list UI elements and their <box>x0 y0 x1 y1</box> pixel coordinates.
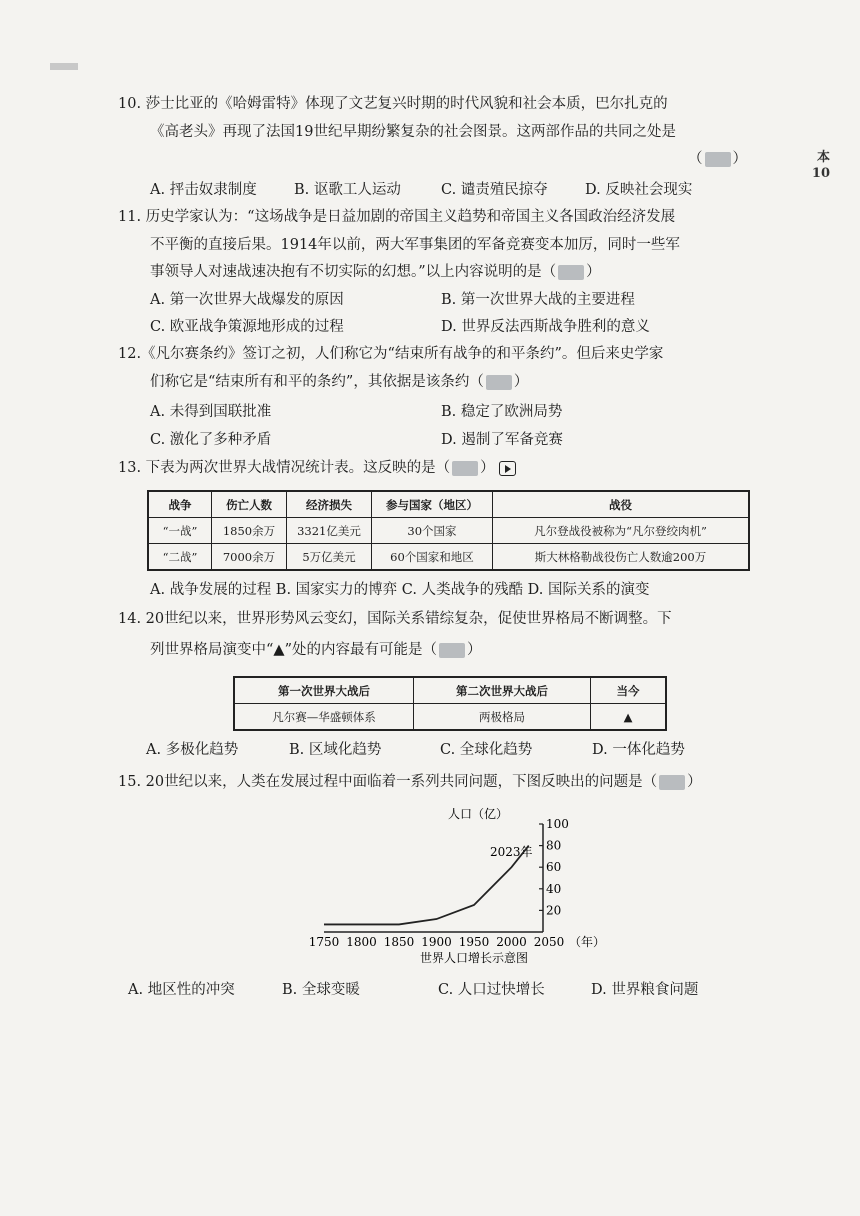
q10-answer: （ ） <box>688 151 747 167</box>
table-header: 战争 <box>148 491 212 518</box>
q15-option-c[interactable]: C. 人口过快增长 <box>438 982 545 998</box>
table-cell: 凡尔赛—华盛顿体系 <box>234 704 414 731</box>
q12-option-c[interactable]: C. 激化了多种矛盾 <box>150 432 272 448</box>
q11-option-a[interactable]: A. 第一次世界大战爆发的原因 <box>150 292 344 308</box>
table-header: 第一次世界大战后 <box>234 677 414 704</box>
x-tick-label: 1950 <box>458 935 490 949</box>
x-tick-label: 2050 <box>533 935 565 949</box>
table-cell: “一战” <box>148 518 212 544</box>
x-tick-label: 1850 <box>383 935 415 949</box>
q12-option-a[interactable]: A. 未得到国联批准 <box>150 404 272 420</box>
q14-option-d[interactable]: D. 一体化趋势 <box>592 742 685 758</box>
q11-option-c[interactable]: C. 欧亚战争策源地形成的过程 <box>150 319 344 335</box>
q15-option-b[interactable]: B. 全球变暖 <box>282 982 360 998</box>
table-header: 第二次世界大战后 <box>414 677 591 704</box>
table-cell: 7000余万 <box>212 544 287 571</box>
table-cell: ▲ <box>591 704 667 731</box>
y-tick-label: 60 <box>546 860 562 875</box>
y-tick-label: 80 <box>546 838 562 853</box>
q12-option-d[interactable]: D. 遏制了军备竞赛 <box>441 432 563 448</box>
q10-line2: 《高老头》再现了法国19世纪早期纷繁复杂的社会图景。这两部作品的共同之处是 <box>150 124 676 140</box>
q11-line1: 11. 历史学家认为：“这场战争是日益加剧的帝国主义趋势和帝国主义各国政治经济发展 <box>118 209 676 225</box>
q14-option-b[interactable]: B. 区域化趋势 <box>289 742 382 758</box>
q10-option-c[interactable]: C. 谴责殖民掠夺 <box>441 182 548 198</box>
q14-line1: 14. 20世纪以来，世界形势风云变幻，国际关系错综复杂，促使世界格局不断调整。下 <box>118 611 672 627</box>
q10-line1: 10. 莎士比亚的《哈姆雷特》体现了文艺复兴时期的时代风貌和社会本质，巴尔扎克的 <box>118 96 668 112</box>
y-tick-label: 100 <box>546 817 569 831</box>
table-cell: 凡尔登战役被称为“凡尔登绞肉机” <box>493 518 750 544</box>
x-axis-label: （年） <box>569 935 606 949</box>
table-cell: 5万亿美元 <box>287 544 372 571</box>
annotation-2023: 2023年 <box>490 845 533 859</box>
table-header: 伤亡人数 <box>212 491 287 518</box>
q11-option-d[interactable]: D. 世界反法西斯战争胜利的意义 <box>441 319 650 335</box>
x-tick-label: 1750 <box>308 935 340 949</box>
chart-title: 世界人口增长示意图 <box>420 951 529 965</box>
table-cell: 3321亿美元 <box>287 518 372 544</box>
q14-line2: 列世界格局演变中“▲”处的内容最有可能是（ ） <box>150 642 482 658</box>
table-header-row <box>234 677 666 704</box>
edge-char-1: 本 <box>816 150 830 165</box>
table-cell: 斯大林格勒战役伤亡人数逾200万 <box>493 544 750 571</box>
world-pattern-table <box>233 676 667 731</box>
x-tick-label: 2000 <box>496 935 527 949</box>
answer-box[interactable] <box>452 461 478 476</box>
table-cell: “二战” <box>148 544 212 571</box>
q10-option-b[interactable]: B. 讴歌工人运动 <box>294 182 401 198</box>
answer-box[interactable] <box>659 775 685 790</box>
table-cell: 60个国家和地区 <box>372 544 493 571</box>
q14-option-c[interactable]: C. 全球化趋势 <box>440 742 533 758</box>
q13-line1: 13. 下表为两次世界大战情况统计表。这反映的是（ ） <box>118 458 516 478</box>
war-statistics-table <box>147 490 750 571</box>
q15-line1: 15. 20世纪以来，人类在发展过程中面临着一系列共同问题，下图反映出的问题是（ ） <box>118 774 702 790</box>
q15-option-a[interactable]: A. 地区性的冲突 <box>128 982 235 998</box>
q13-options[interactable]: A. 战争发展的过程 B. 国家实力的博弈 C. 人类战争的残酷 D. 国际关系的演变 <box>150 582 650 598</box>
table-row <box>148 544 749 571</box>
q15-option-d[interactable]: D. 世界粮食问题 <box>591 982 699 998</box>
population-chart <box>300 798 610 968</box>
q12-line2: 们称它是“结束所有和平的条约”，其依据是该条约（ ） <box>150 374 529 390</box>
answer-box[interactable] <box>558 265 584 280</box>
y-axis-label: 人口（亿） <box>447 807 508 821</box>
x-tick-label: 1800 <box>346 935 377 949</box>
table-header-row <box>148 491 749 518</box>
q11-line2: 不平衡的直接后果。1914年以前，两大军事集团的军备竞赛变本加厉，同时一些军 <box>150 237 680 253</box>
scan-mark <box>50 63 78 70</box>
q14-option-a[interactable]: A. 多极化趋势 <box>146 742 239 758</box>
y-tick-label: 20 <box>546 903 562 918</box>
table-header: 参与国家（地区） <box>372 491 493 518</box>
q10-option-d[interactable]: D. 反映社会现实 <box>585 182 693 198</box>
q11-line3: 事领导人对速战速决抱有不切实际的幻想。”以上内容说明的是（ ） <box>150 264 601 280</box>
x-tick-label: 1900 <box>421 935 452 949</box>
answer-box[interactable] <box>439 643 465 658</box>
table-row <box>234 704 666 731</box>
table-cell: 30个国家 <box>372 518 493 544</box>
answer-box[interactable] <box>486 375 512 390</box>
q10-option-a[interactable]: A. 抨击奴隶制度 <box>150 182 257 198</box>
answer-box[interactable] <box>705 152 731 167</box>
table-header: 战役 <box>493 491 750 518</box>
y-tick-label: 40 <box>546 881 562 896</box>
video-play-icon[interactable] <box>499 461 516 476</box>
table-cell: 1850余万 <box>212 518 287 544</box>
table-row <box>148 518 749 544</box>
q12-line1: 12.《凡尔赛条约》签订之初，人们称它为“结束所有战争的和平条约”。但后来史学家 <box>118 346 664 362</box>
q12-option-b[interactable]: B. 稳定了欧洲局势 <box>441 404 563 420</box>
edge-char-2: 10 <box>811 166 830 181</box>
q11-option-b[interactable]: B. 第一次世界大战的主要进程 <box>441 292 635 308</box>
table-cell: 两极格局 <box>414 704 591 731</box>
table-header: 经济损失 <box>287 491 372 518</box>
table-header: 当今 <box>591 677 667 704</box>
